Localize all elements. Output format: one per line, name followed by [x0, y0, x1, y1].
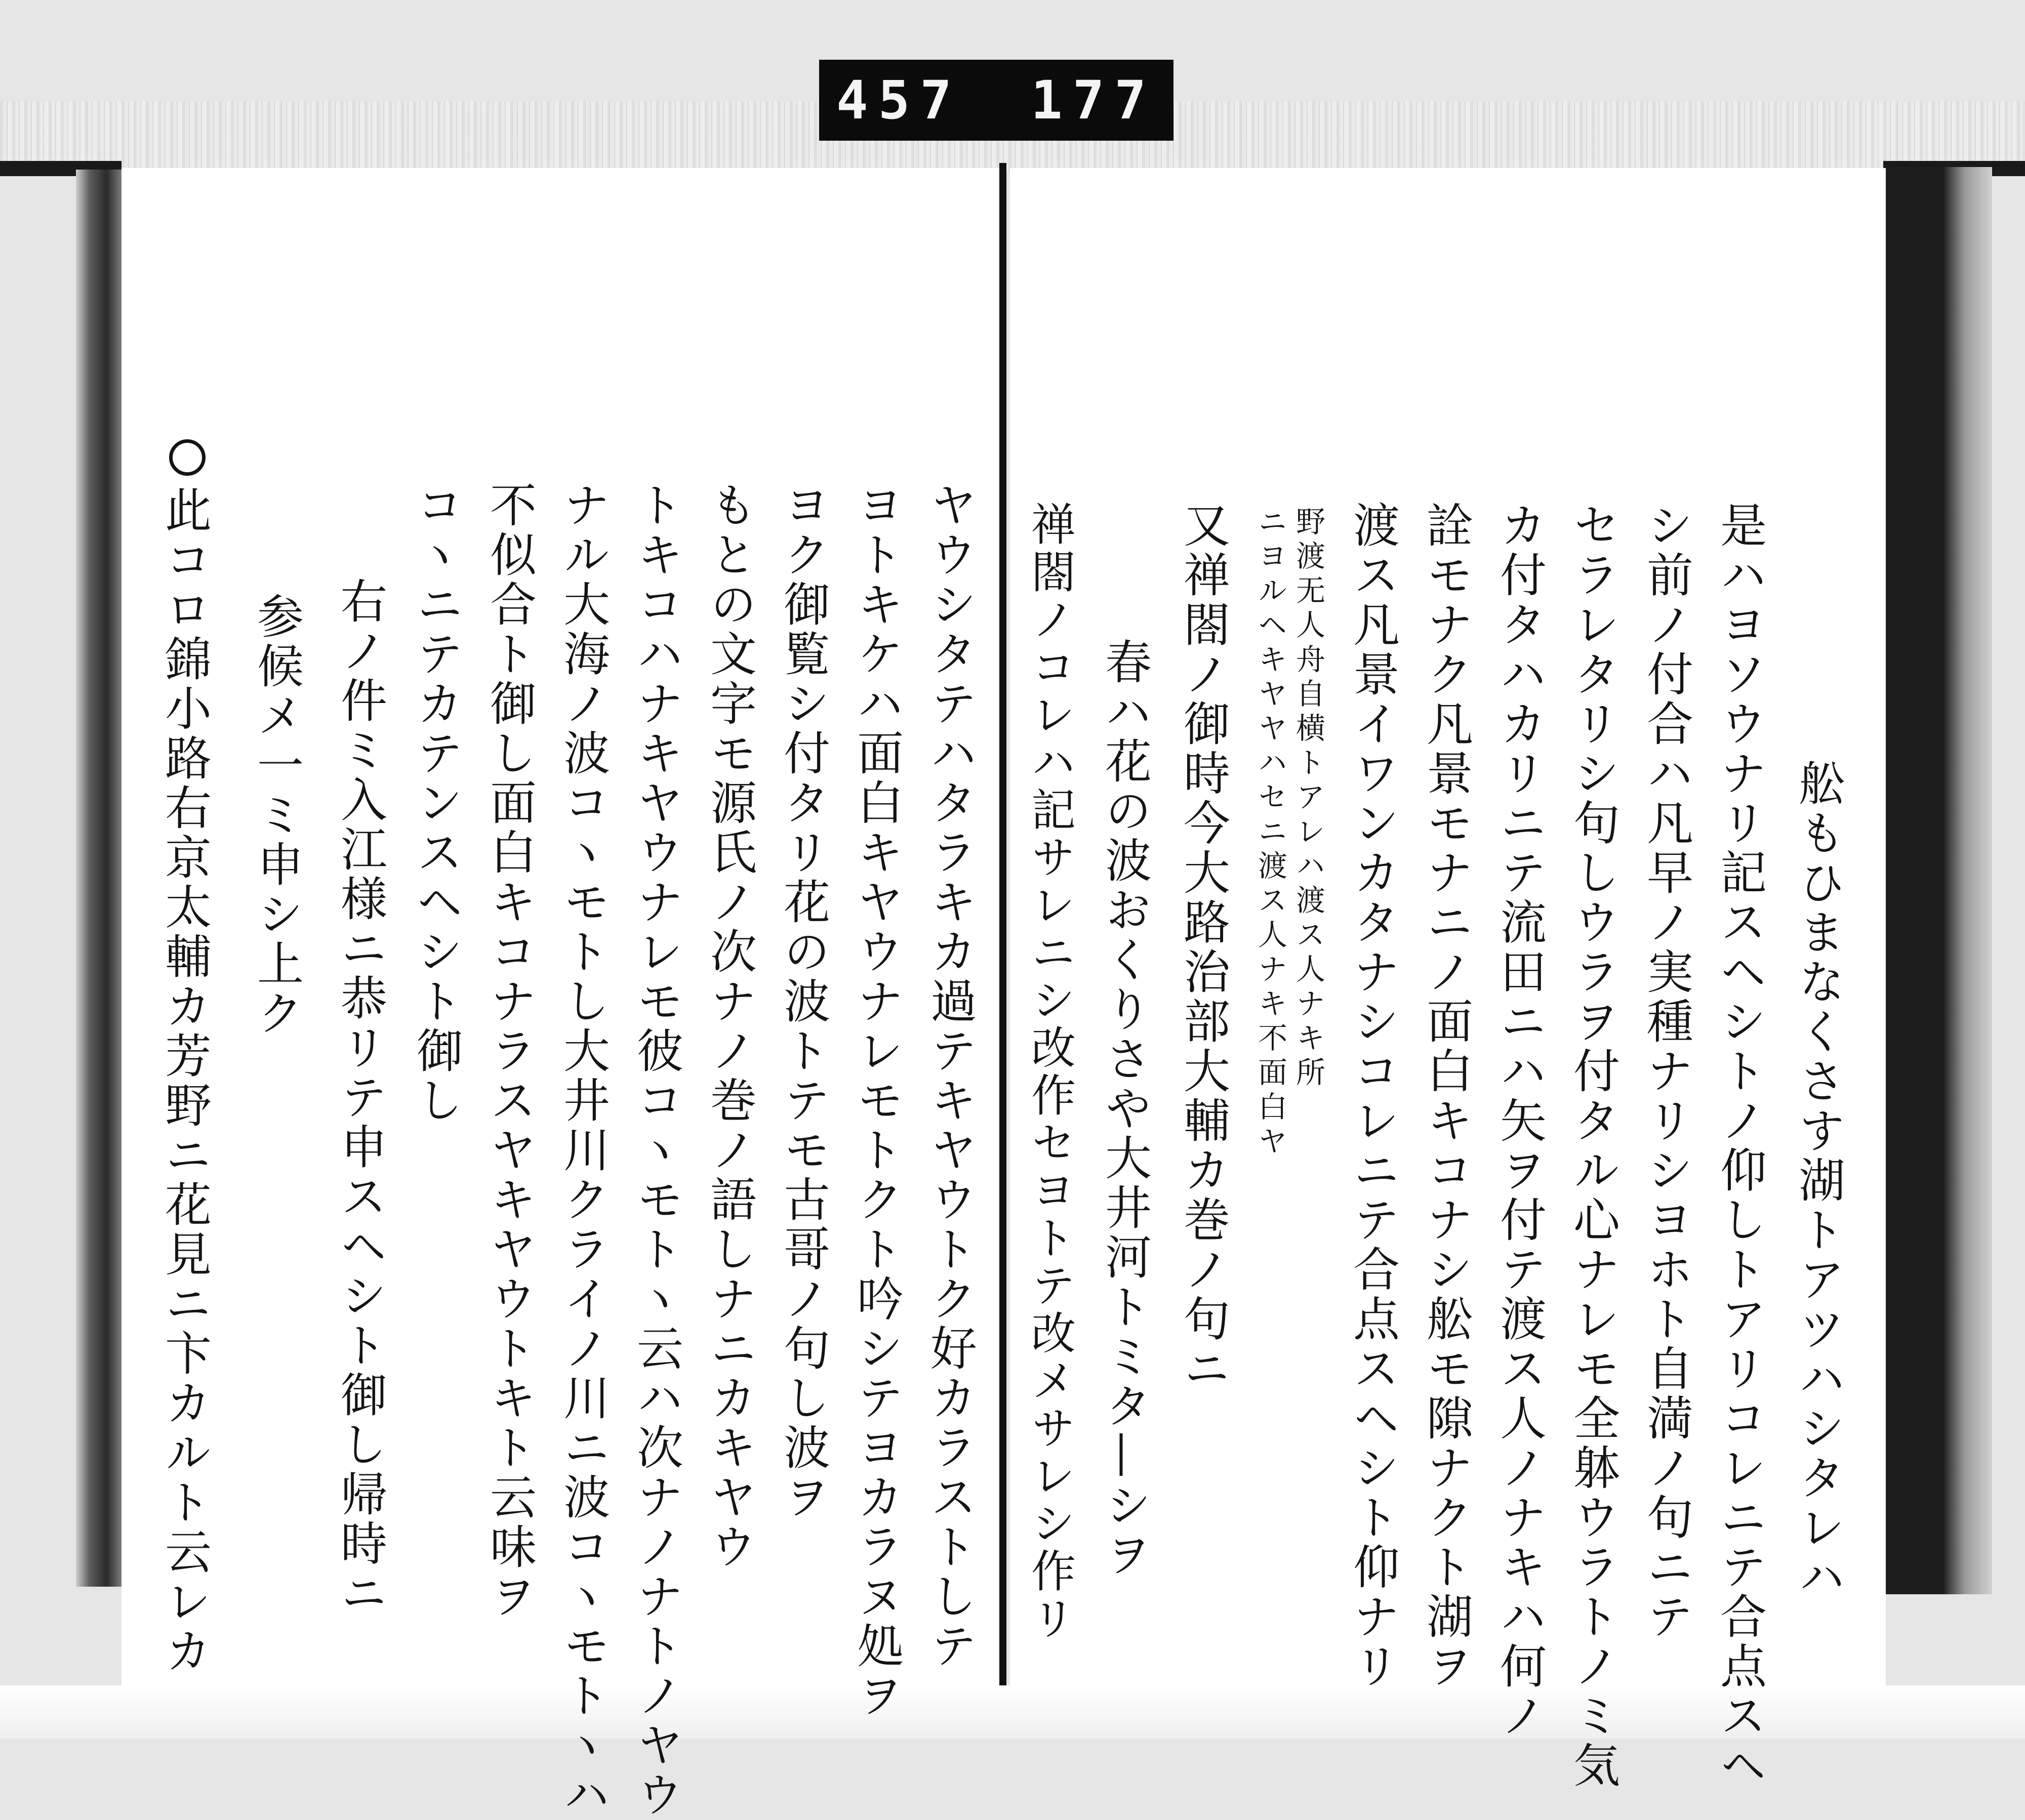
book-page-edges-right	[1883, 167, 1992, 1594]
frame-number-right: 177	[1031, 69, 1156, 131]
left-col-7: 不似合ト御し面白キコナラスヤキヤウトキト云味ヲ	[482, 481, 537, 1622]
circle-marker	[169, 439, 206, 476]
left-col-11: 此コロ錦小路右京太輔カ芳野ニ花見ニ卞カルト云レカ	[157, 486, 212, 1676]
left-col-10: 参候メ一ミ申シ上ク	[250, 592, 304, 1039]
right-col-8-note: 野渡无人舟自横トアレハ渡ス人ナキ所	[1291, 506, 1325, 1091]
right-col-12: 禅閤ノコレハ記サレニシ改作セヨトテ改メサレシ作リ	[1024, 501, 1076, 1643]
left-col-4: もとの文字モ源氏ノ次ナノ巻ノ語しナニカキヤウ	[703, 481, 757, 1572]
book-spine	[999, 163, 1006, 1717]
right-col-4: セラレタリシ句しウラヲ付タル心ナレモ全躰ウラトノミ気	[1566, 501, 1620, 1791]
left-col-6: ナル大海ノ波コヽモトし大井川クライノ川ニ波コヽモトヽハ	[556, 481, 610, 1820]
left-col-5: トキコハナキヤウナレモ彼コヽモトヽ云ハ次ナノナトノヤウ	[629, 481, 683, 1820]
right-col-2: 是ハヨソウナリ記スヘシトノ仰しトアリコレニテ合点スヘ	[1713, 501, 1767, 1791]
right-col-9-note: ニヨルヘキヤヤハセニ渡ス人ナキ不面白ヤ	[1253, 506, 1287, 1160]
right-col-1: 舩もひまなくさす湖トアツハシタレハ	[1791, 759, 1845, 1602]
frame-number-left: 457	[836, 69, 962, 131]
right-col-6: 詮モナク凡景モナニノ面白キコナシ舩モ隙ナクト湖ヲ	[1419, 501, 1473, 1691]
right-col-5: カ付タハカリニテ流田ニハ矢ヲ付テ渡ス人ノナキハ何ノ	[1492, 501, 1547, 1741]
left-col-1: ヤウシタテハタラキカ過テキヤウトク好カラストしテ	[923, 481, 977, 1671]
right-col-7: 渡ス凡景イワンカタナシコレニテ合点スヘシト仰ナリ	[1346, 501, 1400, 1691]
left-col-2: ヨトキケハ面白キヤウナレモトクト吟シテヨカラヌ処ヲ	[849, 481, 904, 1721]
left-col-8: コヽニテカテンスヘシト御し	[409, 481, 463, 1126]
right-col-11: 春ハ花の波おくりさや大井河トミタ—シヲ	[1098, 638, 1152, 1580]
left-col-9: 右ノ件ミ入江様ニ恭リテ申スヘシト御し帰時ニ	[333, 577, 387, 1619]
right-col-3: シ前ノ付合ハ凡早ノ実種ナリシヨホト自満ノ句ニテ	[1639, 501, 1693, 1642]
left-col-3: ヨク御覧シ付タリ花の波トテモ古哥ノ句し波ヲ	[776, 481, 830, 1522]
right-col-10: 又禅閤ノ御時今大路治部大輔カ巻ノ句ニ	[1176, 501, 1230, 1394]
frame-number-label	[819, 60, 1173, 141]
